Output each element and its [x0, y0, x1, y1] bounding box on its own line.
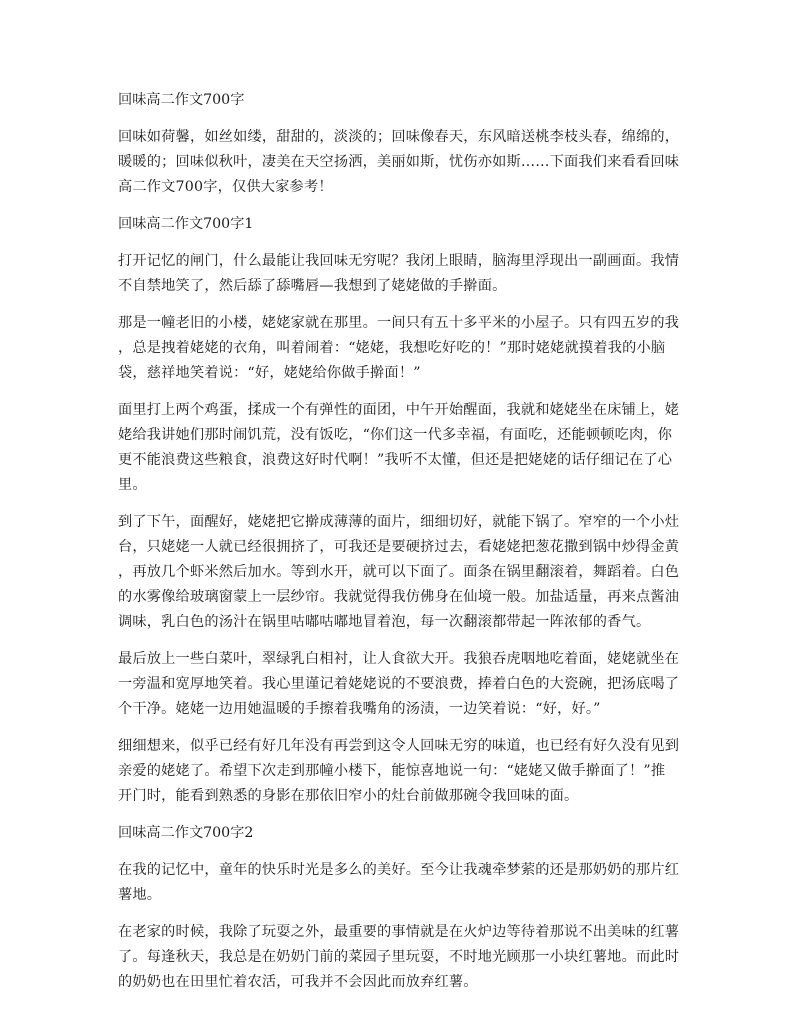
- paragraph-line: 的奶奶也在田里忙着农活，可我并不会因此而放弃红薯。: [118, 974, 478, 990]
- paragraph-line: ，总是拽着姥姥的衣角，叫着闹着：“姥姥，我想吃好吃的！”那时姥姥就摸着我的小脑: [118, 340, 666, 356]
- paragraph-line: 打开记忆的闸门，什么最能让我回味无穷呢？我闭上眼睛，脑海里浮现出一副画面。我情: [118, 253, 680, 269]
- document-title: 回味高二作文700字: [118, 92, 245, 108]
- paragraph-line: 在我的记忆中，童年的快乐时光是多么的美好。至今让我魂牵梦萦的还是那奶奶的那片红: [118, 862, 680, 878]
- paragraph-line: 那是一幢老旧的小楼，姥姥家就在那里。一间只有五十多平米的小屋子。只有四五岁的我: [118, 315, 680, 331]
- paragraph-line: 开门时，能看到熟悉的身影在那依旧窄小的灶台前做那碗令我回味的面。: [118, 788, 579, 804]
- paragraph-line: 了。每逢秋天，我总是在奶奶门前的菜园子里玩耍，不时地光顾那一小块红薯地。而此时: [118, 949, 680, 965]
- paragraph-line: 台，只姥姥一人就已经很拥挤了，可我还是要硬挤过去，看姥姥把葱花撒到锅中炒得金黄: [118, 539, 680, 555]
- paragraph-line: 不自禁地笑了，然后舔了舔嘴唇—我想到了姥姥做的手擀面。: [118, 278, 507, 294]
- intro-line: 暖暖的；回味似秋叶，凄美在天空扬洒，美丽如斯，忧伤亦如斯……下面我们来看看回味: [118, 154, 680, 170]
- paragraph-line: 姥给我讲她们那时闹饥荒，没有饭吃，“你们这一代多幸福，有面吃，还能顿顿吃肉，你: [118, 427, 673, 443]
- section1-heading: 回味高二作文700字1: [118, 216, 254, 232]
- paragraph-line: 个干净。姥姥一边用她温暖的手擦着我嘴角的汤渍，一边笑着说：“好，好。”: [118, 701, 601, 717]
- paragraph-line: 一旁温和宽厚地笑着。我心里谨记着姥姥说的不要浪费，捧着白色的大瓷碗，把汤底喝了: [118, 676, 680, 692]
- section1-paragraph-2: [118, 311, 683, 386]
- section1-paragraph-6: [118, 734, 683, 809]
- paragraph-line: ，再放几个虾米然后加水。等到水开，就可以下面了。面条在锅里翻滚着，舞蹈着。白色: [118, 564, 680, 580]
- paragraph-line: 在老家的时候，我除了玩耍之外，最重要的事情就是在火炉边等待着那说不出美味的红薯: [118, 924, 680, 940]
- document-page: [118, 88, 683, 1007]
- paragraph-line: 面里打上两个鸡蛋，揉成一个有弹性的面团，中午开始醒面，我就和姥姥坐在床铺上，姥: [118, 402, 680, 418]
- section1-paragraph-3: [118, 398, 683, 498]
- section2-paragraph-1: [118, 858, 683, 908]
- paragraph-line: 到了下午，面醒好，姥姥把它擀成薄薄的面片，细细切好，就能下锅了。窄窄的一个小灶: [118, 514, 680, 530]
- section1-paragraph-4: [118, 510, 683, 635]
- paragraph-line: 调味，乳白色的汤汁在锅里咕嘟咕嘟地冒着泡，每一次翻滚都带起一阵浓郁的香气。: [118, 614, 651, 630]
- paragraph-line: 袋，慈祥地笑着说：“好，姥姥给你做手擀面！”: [118, 365, 421, 381]
- paragraph-line: 最后放上一些白菜叶，翠绿乳白相衬，让人食欲大开。我狼吞虎咽地吃着面，姥姥就坐在: [118, 651, 680, 667]
- section2-paragraph-2: [118, 920, 683, 995]
- section1-paragraph-5: [118, 647, 683, 722]
- intro-paragraph: [118, 125, 683, 200]
- intro-line: 高二作文700字，仅供大家参考！: [118, 179, 333, 195]
- paragraph-line: 细细想来，似乎已经有好几年没有再尝到这令人回味无穷的味道，也已经有好久没有见到: [118, 738, 680, 754]
- intro-line: 回味如荷馨，如丝如缕，甜甜的，淡淡的；回味像春天，东风暗送桃李枝头春，绵绵的，: [118, 129, 680, 145]
- paragraph-line: 亲爱的姥姥了。希望下次走到那幢小楼下，能惊喜地说一句：“姥姥又做手擀面了！”推: [118, 763, 666, 779]
- paragraph-line: 的水雾像给玻璃窗蒙上一层纱帘。我就觉得我仿佛身在仙境一般。加盐适量，再来点酱油: [118, 589, 680, 605]
- section1-paragraph-1: [118, 249, 683, 299]
- paragraph-line: 里。: [118, 477, 147, 493]
- paragraph-line: 薯地。: [118, 887, 162, 903]
- paragraph-line: 更不能浪费这些粮食，浪费这好时代啊！”我听不太懂，但还是把姥姥的话仔细记在了心: [118, 452, 673, 468]
- section2-heading: 回味高二作文700字2: [118, 825, 254, 841]
